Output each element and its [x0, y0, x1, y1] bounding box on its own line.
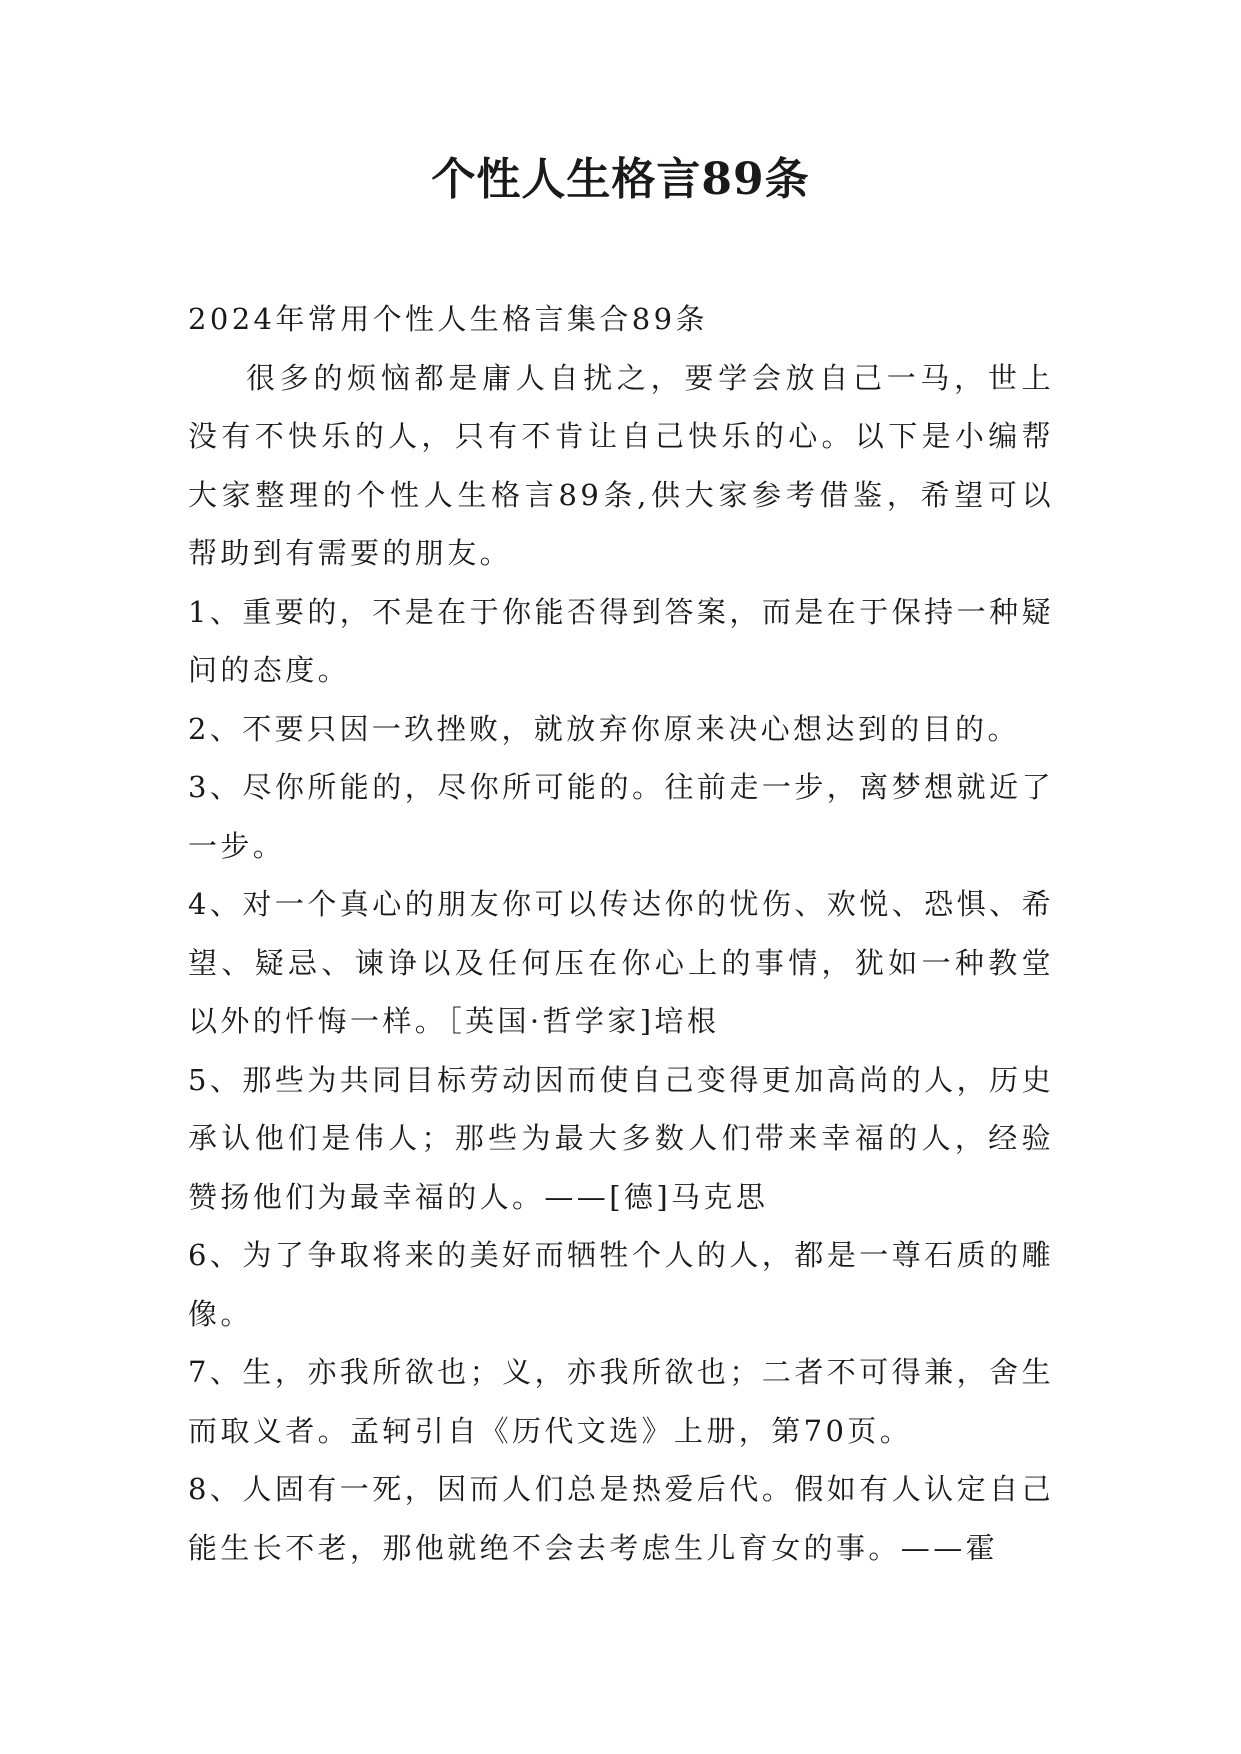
list-item: 7、生，亦我所欲也；义，亦我所欲也；二者不可得兼，舍生而取义者。孟轲引自《历代文选》上册，第70页。 [188, 1355, 1054, 1448]
list-item: 1、重要的，不是在于你能否得到答案，而是在于保持一种疑问的态度。 [188, 594, 1054, 687]
document-body [188, 290, 1054, 1577]
list-item: 8、人固有一死，因而人们总是热爱后代。假如有人认定自己能生长不老，那他就绝不会去考虑生儿育女的事。——霍 [188, 1472, 1054, 1565]
list-item: 2、不要只因一玖挫败，就放弃你原来决心想达到的目的。 [188, 711, 1020, 746]
list-item: 3、尽你所能的，尽你所可能的。往前走一步，离梦想就近了一步。 [188, 770, 1054, 863]
document-subtitle: 2024年常用个性人生格言集合89条 [188, 302, 708, 336]
list-item: 5、那些为共同目标劳动因而使自己变得更加高尚的人，历史承认他们是伟人；那些为最大多数人们带来幸福的人，经验赞扬他们为最幸福的人。——[德]马克思 [188, 1062, 1054, 1214]
intro-paragraph: 很多的烦恼都是庸人自扰之，要学会放自己一马，世上没有不快乐的人，只有不肯让自己快乐的心。以下是小编帮大家整理的个性人生格言89条,供大家参考借鉴，希望可以帮助到有需要的朋友。 [188, 360, 1054, 570]
list-item: 4、对一个真心的朋友你可以传达你的忧伤、欢悦、恐惧、希望、疑忌、谏诤以及任何压在你心上的事情，犹如一种教堂以外的忏悔一样。［英国·哲学家]培根 [188, 887, 1054, 1038]
document-title: 个性人生格言89条 [431, 154, 810, 205]
list-item: 6、为了争取将来的美好而牺牲个人的人，都是一尊石质的雕像。 [188, 1238, 1054, 1331]
